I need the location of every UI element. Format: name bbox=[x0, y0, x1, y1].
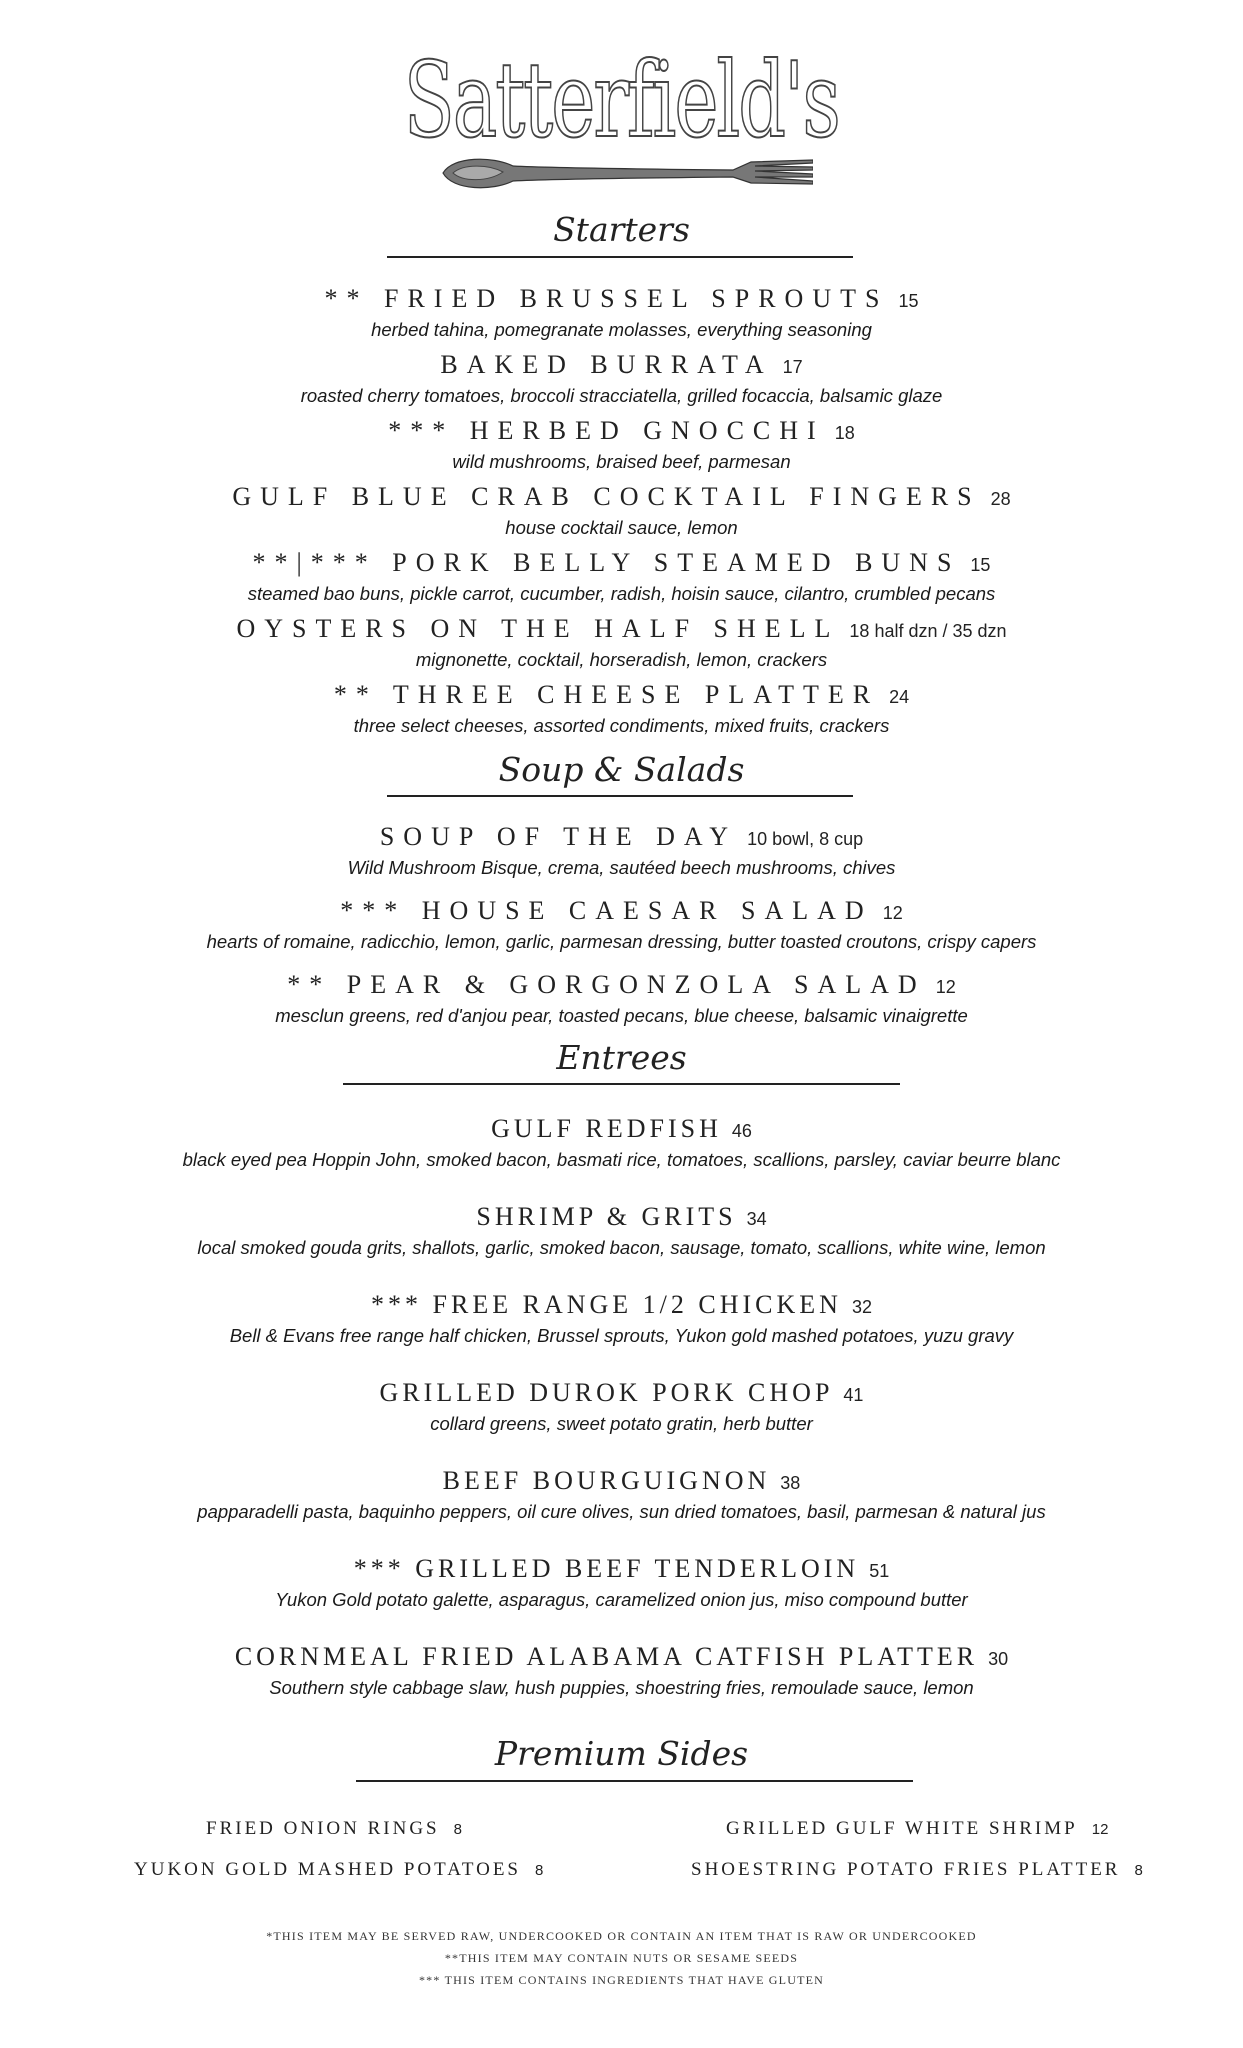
menu-item bbox=[0, 896, 1243, 954]
side-item bbox=[206, 1815, 462, 1844]
item-name: GULF REDFISH bbox=[491, 1114, 722, 1143]
item-name: YUKON GOLD MASHED POTATOES bbox=[134, 1859, 522, 1880]
entrees-rule bbox=[343, 1083, 900, 1085]
starters-rule bbox=[387, 256, 853, 258]
item-description: Wild Mushroom Bisque, crema, sautéed beech mushrooms, chives bbox=[347, 857, 896, 878]
item-name: SOUP OF THE DAY bbox=[379, 822, 738, 851]
menu-item bbox=[0, 350, 1243, 408]
side-item bbox=[691, 1856, 1143, 1885]
item-price: 12 bbox=[935, 977, 956, 997]
item-name: BEEF BOURGUIGNON bbox=[442, 1466, 771, 1495]
item-name: *** HOUSE CAESAR SALAD bbox=[340, 896, 873, 925]
item-name: SHOESTRING POTATO FRIES PLATTER bbox=[691, 1859, 1121, 1880]
item-description: three select cheeses, assorted condiments, mixed fruits, crackers bbox=[353, 715, 890, 736]
item-description: collard greens, sweet potato gratin, herb butter bbox=[430, 1413, 813, 1434]
item-name: *** GRILLED BEEF TENDERLOIN bbox=[353, 1554, 860, 1583]
item-name: *** FREE RANGE 1/2 CHICKEN bbox=[371, 1290, 842, 1319]
sides-rule bbox=[356, 1780, 913, 1782]
item-price: 41 bbox=[843, 1385, 864, 1405]
item-name: SHRIMP & GRITS bbox=[476, 1202, 737, 1231]
item-price: 38 bbox=[780, 1473, 801, 1493]
item-price: 15 bbox=[970, 555, 991, 575]
item-price: 34 bbox=[746, 1209, 767, 1229]
item-price: 30 bbox=[988, 1649, 1009, 1669]
item-price: 12 bbox=[882, 903, 903, 923]
item-description: Southern style cabbage slaw, hush puppies, shoestring fries, remoulade sauce, lemon bbox=[269, 1677, 974, 1698]
menu-item bbox=[0, 822, 1243, 880]
side-item bbox=[726, 1815, 1108, 1844]
item-price: 10 bowl, 8 cup bbox=[747, 829, 864, 849]
menu-item bbox=[0, 1642, 1243, 1700]
restaurant-name: Satterfield's bbox=[403, 39, 840, 161]
item-name: CORNMEAL FRIED ALABAMA CATFISH PLATTER bbox=[234, 1642, 979, 1671]
item-name: GULF BLUE CRAB COCKTAIL FINGERS bbox=[232, 482, 981, 511]
menu-item bbox=[0, 1114, 1243, 1172]
menu-item bbox=[0, 1466, 1243, 1524]
item-price: 8 bbox=[1134, 1862, 1143, 1879]
item-name: *** HERBED GNOCCHI bbox=[388, 416, 825, 445]
entrees-heading: Entrees bbox=[556, 1038, 687, 1077]
item-price: 15 bbox=[898, 291, 919, 311]
footnotes bbox=[0, 1925, 1243, 1991]
item-price: 24 bbox=[889, 687, 910, 707]
item-name: BAKED BURRATA bbox=[440, 350, 773, 379]
menu-item bbox=[0, 614, 1243, 672]
item-price: 12 bbox=[1091, 1821, 1109, 1838]
menu-item bbox=[0, 482, 1243, 540]
menu-item bbox=[0, 970, 1243, 1028]
starters-heading: Starters bbox=[553, 210, 690, 249]
restaurant-logo bbox=[0, 40, 1243, 160]
item-price: 46 bbox=[731, 1121, 752, 1141]
item-description: papparadelli pasta, baquinho peppers, oil cure olives, sun dried tomatoes, basil, parmesan & natural jus bbox=[197, 1501, 1046, 1522]
item-name: GRILLED DUROK PORK CHOP bbox=[379, 1378, 834, 1407]
item-description: house cocktail sauce, lemon bbox=[505, 517, 738, 538]
menu-item bbox=[0, 1554, 1243, 1612]
item-description: mignonette, cocktail, horseradish, lemon, crackers bbox=[415, 649, 828, 670]
menu-item bbox=[0, 1290, 1243, 1348]
footnote-nuts: **THIS ITEM MAY CONTAIN NUTS OR SESAME SEEDS bbox=[444, 1951, 799, 1965]
item-price: 8 bbox=[535, 1862, 544, 1879]
item-price: 32 bbox=[851, 1297, 872, 1317]
item-description: black eyed pea Hoppin John, smoked bacon, basmati rice, tomatoes, scallions, parsley, caviar beurre blanc bbox=[182, 1149, 1061, 1170]
item-name: GRILLED GULF WHITE SHRIMP bbox=[726, 1818, 1078, 1839]
menu-item bbox=[0, 416, 1243, 474]
item-name: **|*** PORK BELLY STEAMED BUNS bbox=[252, 548, 961, 577]
item-name: ** PEAR & GORGONZOLA SALAD bbox=[287, 970, 926, 999]
fork-icon bbox=[433, 150, 813, 196]
item-price: 28 bbox=[990, 489, 1011, 509]
item-description: Yukon Gold potato galette, asparagus, caramelized onion jus, miso compound butter bbox=[275, 1589, 968, 1610]
item-name: OYSTERS ON THE HALF SHELL bbox=[236, 614, 840, 643]
item-name: ** THREE CHEESE PLATTER bbox=[333, 680, 880, 709]
item-name: FRIED ONION RINGS bbox=[206, 1818, 440, 1839]
menu-item bbox=[0, 284, 1243, 342]
footnote-raw: *THIS ITEM MAY BE SERVED RAW, UNDERCOOKED OR CONTAIN AN ITEM THAT IS RAW OR UNDERCOOKED bbox=[266, 1929, 977, 1943]
soups-heading: Soup & Salads bbox=[498, 750, 745, 789]
item-description: wild mushrooms, braised beef, parmesan bbox=[452, 451, 791, 472]
footnote-gluten: *** THIS ITEM CONTAINS INGREDIENTS THAT HAVE GLUTEN bbox=[418, 1973, 824, 1987]
item-name: ** FRIED BRUSSEL SPROUTS bbox=[324, 284, 889, 313]
item-price: 8 bbox=[453, 1821, 462, 1838]
menu-item bbox=[0, 548, 1243, 606]
menu-item bbox=[0, 680, 1243, 738]
item-description: roasted cherry tomatoes, broccoli stracciatella, grilled focaccia, balsamic glaze bbox=[300, 385, 943, 406]
item-description: herbed tahina, pomegranate molasses, everything seasoning bbox=[371, 319, 872, 340]
menu-item bbox=[0, 1378, 1243, 1436]
soups-rule bbox=[387, 795, 853, 797]
item-price: 51 bbox=[869, 1561, 890, 1581]
item-price: 17 bbox=[782, 357, 803, 377]
menu-item bbox=[0, 1202, 1243, 1260]
item-description: mesclun greens, red d'anjou pear, toasted pecans, blue cheese, balsamic vinaigrette bbox=[275, 1005, 968, 1026]
side-item bbox=[134, 1856, 543, 1885]
item-description: hearts of romaine, radicchio, lemon, garlic, parmesan dressing, butter toasted croutons, crispy capers bbox=[206, 931, 1037, 952]
item-description: Bell & Evans free range half chicken, Brussel sprouts, Yukon gold mashed potatoes, yuzu gravy bbox=[229, 1325, 1014, 1346]
item-price: 18 half dzn / 35 dzn bbox=[849, 621, 1007, 641]
sides-heading: Premium Sides bbox=[494, 1734, 749, 1773]
item-description: steamed bao buns, pickle carrot, cucumber, radish, hoisin sauce, cilantro, crumbled pecans bbox=[247, 583, 996, 604]
item-description: local smoked gouda grits, shallots, garlic, smoked bacon, sausage, tomato, scallions, white wine, lemon bbox=[197, 1237, 1046, 1258]
item-price: 18 bbox=[834, 423, 855, 443]
